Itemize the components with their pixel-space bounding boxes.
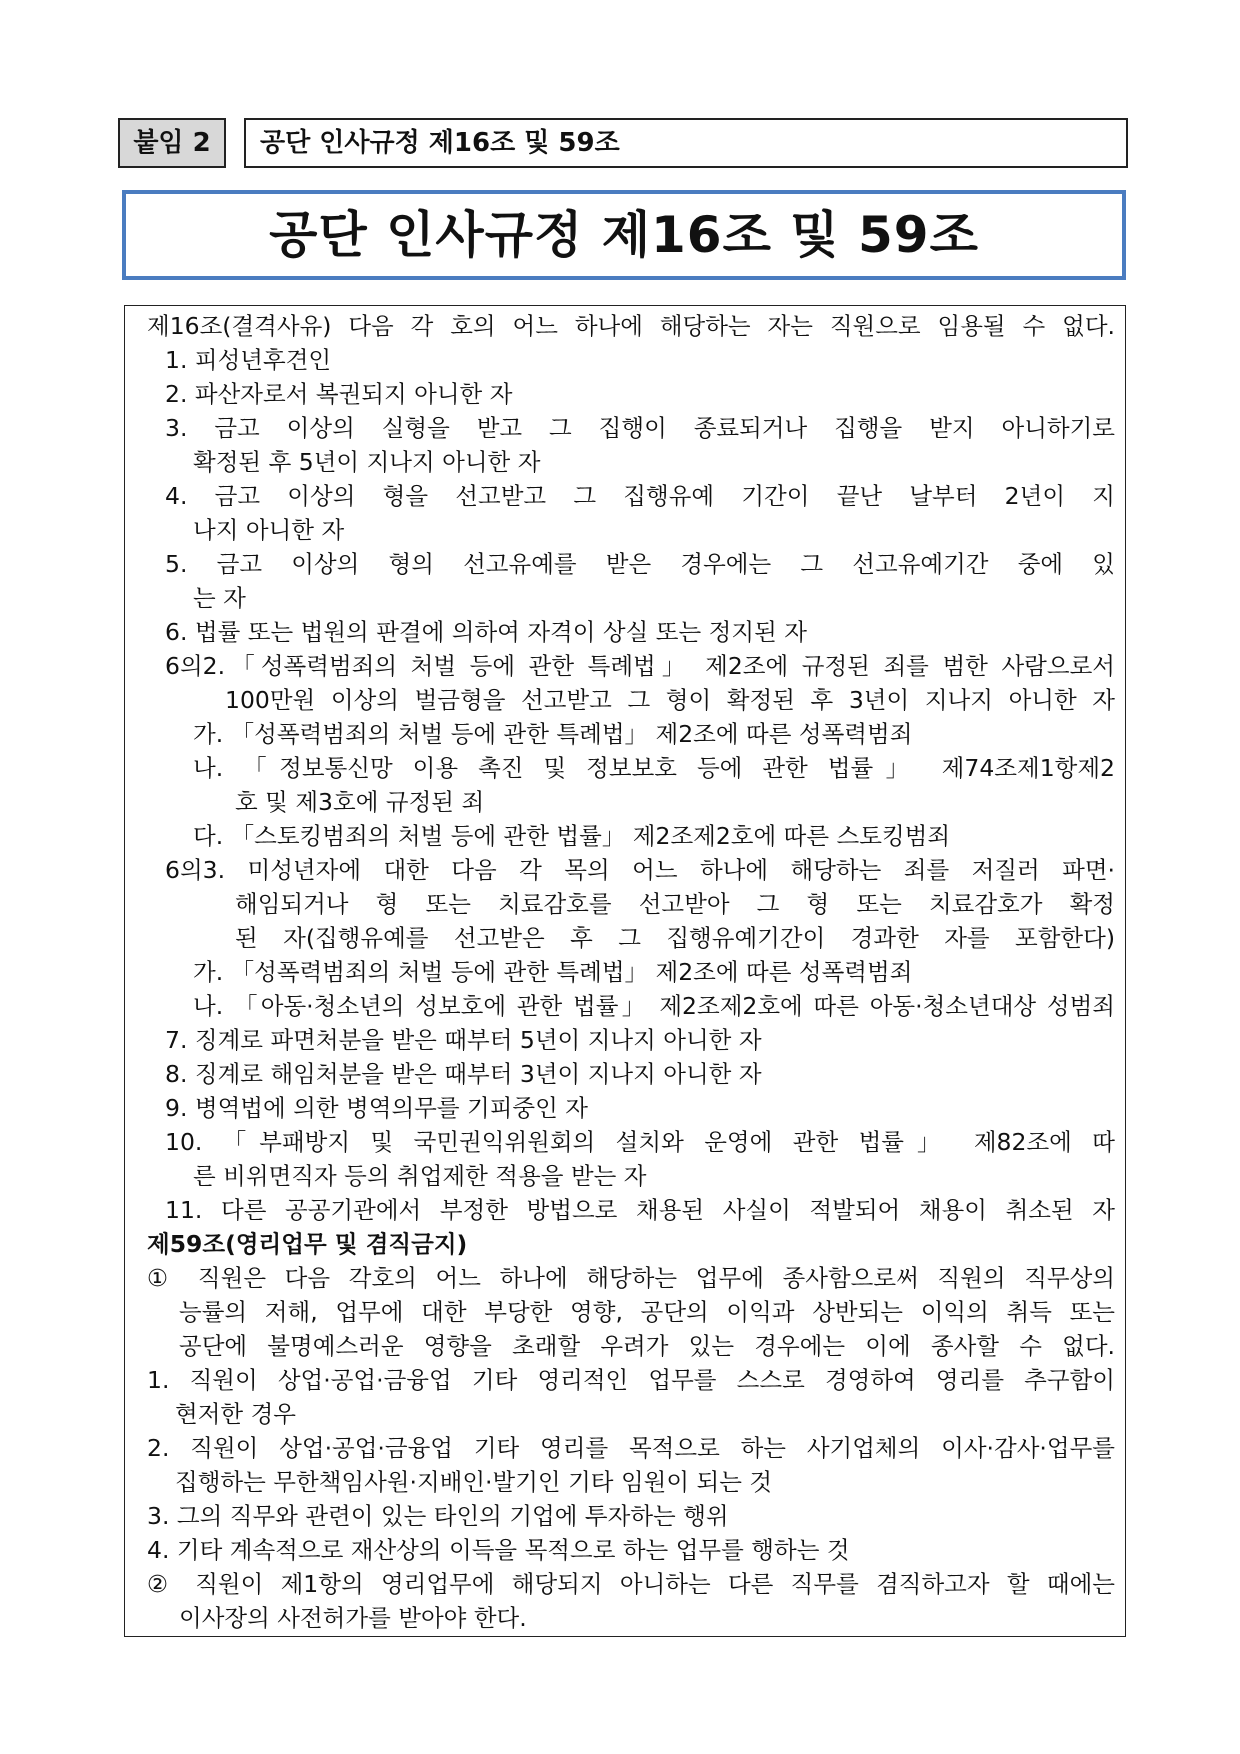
sub-item: 가. 「성폭력범죄의 처벌 등에 관한 특례법」 제2조에 따른 성폭력범죄 <box>193 720 913 748</box>
list-item: 6의2.「성폭력범죄의 처벌 등에 관한 특례법」 제2조에 규정된 죄를 범한 사람으로서 <box>165 652 1115 680</box>
list-item: 4. 금고 이상의 형을 선고받고 그 집행유예 기간이 끝난 날부터 2년이 지 <box>165 482 1115 510</box>
list-item: 1. 피성년후견인 <box>165 346 332 374</box>
sub-item-continued: 호 및 제3호에 규정된 죄 <box>235 788 485 816</box>
list-item-continued: 확정된 후 5년이 지나지 아니한 자 <box>193 448 541 476</box>
attachment-tag: 붙임 2 <box>118 118 226 168</box>
list-item-continued: 현저한 경우 <box>175 1400 296 1428</box>
list-item: 1. 직원이 상업·공업·금융업 기타 영리적인 업무를 스스로 경영하여 영리를 추구함이 <box>147 1366 1115 1394</box>
list-item: 3. 그의 직무와 관련이 있는 타인의 기업에 투자하는 행위 <box>147 1502 729 1530</box>
list-item-continued: 된 자(집행유예를 선고받은 후 그 집행유예기간이 경과한 자를 포함한다) <box>235 924 1115 952</box>
header-subtitle: 공단 인사규정 제16조 및 59조 <box>244 118 1128 168</box>
paragraph-2-continued: 이사장의 사전허가를 받아야 한다. <box>179 1604 527 1632</box>
list-item: 5. 금고 이상의 형의 선고유예를 받은 경우에는 그 선고유예기간 중에 있 <box>165 550 1115 578</box>
list-item: 2. 직원이 상업·공업·금융업 기타 영리를 목적으로 하는 사기업체의 이사·감사·업무를 <box>147 1434 1115 1462</box>
sub-item: 나. 「정보통신망 이용 촉진 및 정보보호 등에 관한 법률」 제74조제1항제2 <box>193 754 1115 782</box>
paragraph-1-continued: 능률의 저해, 업무에 대한 부당한 영향, 공단의 이익과 상반되는 이익의 취득 또는 <box>179 1298 1115 1326</box>
list-item: 3. 금고 이상의 실형을 받고 그 집행이 종료되거나 집행을 받지 아니하기로 <box>165 414 1115 442</box>
paragraph-1-continued: 공단에 불명예스러운 영향을 초래할 우려가 있는 경우에는 이에 종사할 수 없다. <box>179 1332 1115 1360</box>
list-item: 4. 기타 계속적으로 재산상의 이득을 목적으로 하는 업무를 행하는 것 <box>147 1536 850 1564</box>
list-item-continued: 나지 아니한 자 <box>193 516 345 544</box>
sub-item: 다. 「스토킹범죄의 처벌 등에 관한 법률」 제2조제2호에 따른 스토킹범죄 <box>193 822 951 850</box>
paragraph-1: ① 직원은 다음 각호의 어느 하나에 해당하는 업무에 종사함으로써 직원의 직무상의 <box>147 1264 1115 1292</box>
article59-heading: 제59조(영리업무 및 겸직금지) <box>147 1230 468 1258</box>
list-item-continued: 는 자 <box>193 584 246 612</box>
page-title: 공단 인사규정 제16조 및 59조 <box>122 190 1126 280</box>
list-item-continued: 른 비위면직자 등의 취업제한 적용을 받는 자 <box>193 1162 647 1190</box>
header-row <box>118 118 1128 170</box>
list-item: 11. 다른 공공기관에서 부정한 방법으로 채용된 사실이 적발되어 채용이 취소된 자 <box>165 1196 1115 1224</box>
list-item-continued: 해임되거나 형 또는 치료감호를 선고받아 그 형 또는 치료감호가 확정 <box>235 890 1115 918</box>
list-item-continued: 집행하는 무한책임사원·지배인·발기인 기타 임원이 되는 것 <box>175 1468 773 1496</box>
list-item: 8. 징계로 해임처분을 받은 때부터 3년이 지나지 아니한 자 <box>165 1060 762 1088</box>
list-item: 2. 파산자로서 복권되지 아니한 자 <box>165 380 513 408</box>
sub-item: 가. 「성폭력범죄의 처벌 등에 관한 특례법」 제2조에 따른 성폭력범죄 <box>193 958 913 986</box>
paragraph-2: ② 직원이 제1항의 영리업무에 해당되지 아니하는 다른 직무를 겸직하고자 할 때에는 <box>147 1570 1115 1598</box>
sub-item: 나. 「아동·청소년의 성보호에 관한 법률」 제2조제2호에 따른 아동·청소년대상 성범죄 <box>193 992 1115 1020</box>
list-item: 6의3. 미성년자에 대한 다음 각 목의 어느 하나에 해당하는 죄를 저질러 파면· <box>165 856 1115 884</box>
article16-heading: 제16조(결격사유) 다음 각 호의 어느 하나에 해당하는 자는 직원으로 임용될 수 없다. <box>147 312 1115 340</box>
list-item: 6. 법률 또는 법원의 판결에 의하여 자격이 상실 또는 정지된 자 <box>165 618 807 646</box>
list-item: 10. 「부패방지 및 국민권익위원회의 설치와 운영에 관한 법률」 제82조에 따 <box>165 1128 1115 1156</box>
list-item-continued: 100만원 이상의 벌금형을 선고받고 그 형이 확정된 후 3년이 지나지 아니한 자 <box>225 686 1115 714</box>
list-item: 7. 징계로 파면처분을 받은 때부터 5년이 지나지 아니한 자 <box>165 1026 762 1054</box>
list-item: 9. 병역법에 의한 병역의무를 기피중인 자 <box>165 1094 588 1122</box>
regulation-body <box>124 305 1126 1637</box>
